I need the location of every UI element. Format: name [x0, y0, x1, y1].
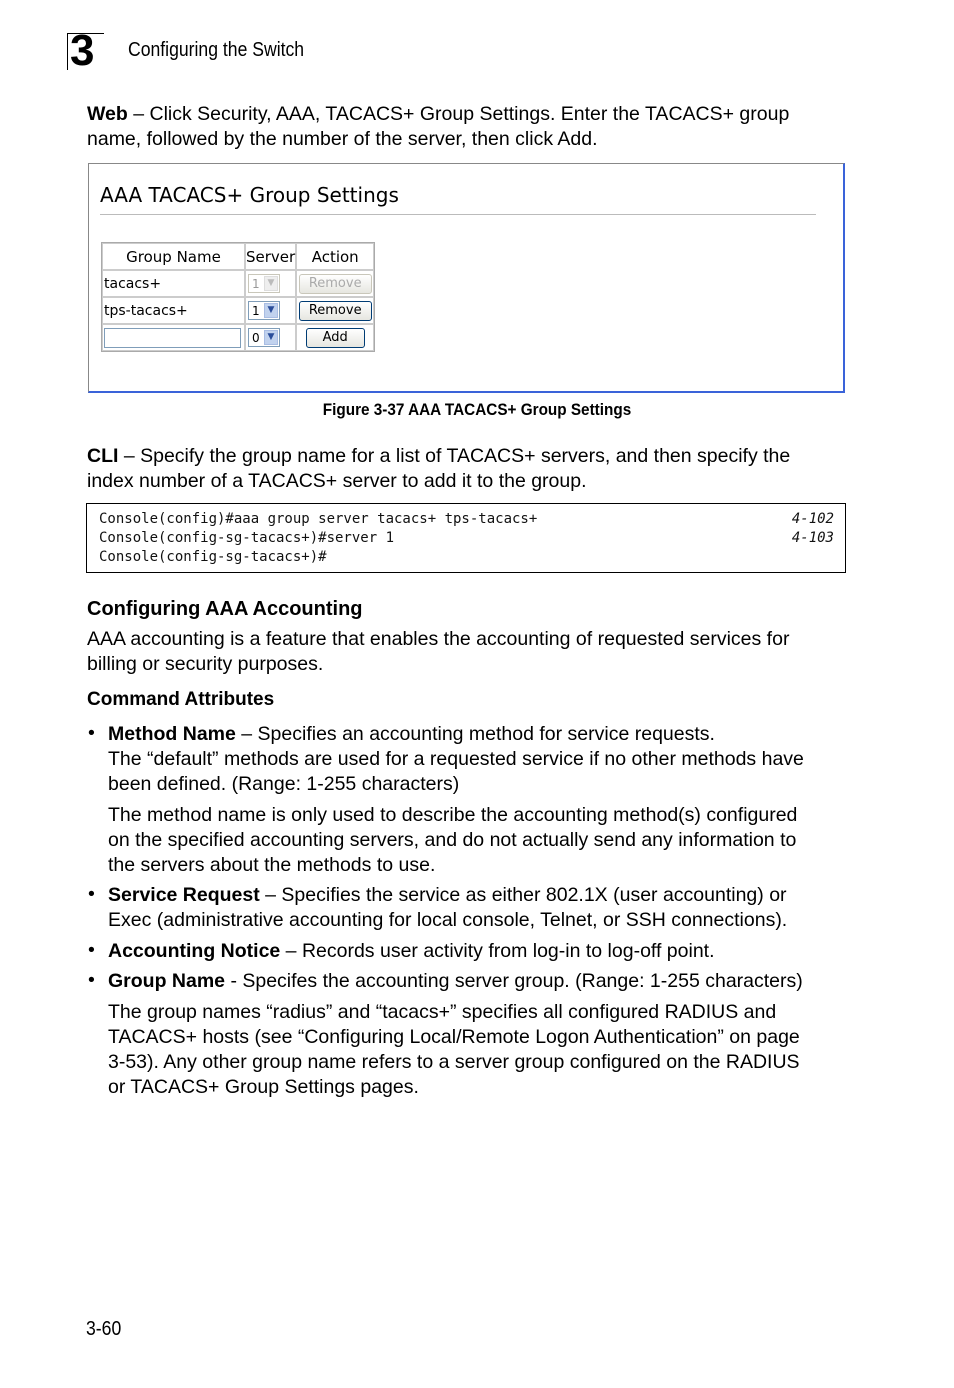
- list-item-method-name: [108, 722, 878, 878]
- code-line: Console(config-sg-tacacs+)#server 1: [99, 530, 395, 546]
- code-page-ref: 4-103: [791, 530, 834, 546]
- bullet-icon: •: [88, 969, 95, 991]
- list-item-group-name: [108, 969, 878, 1100]
- group-note-2: TACACS+ hosts (see “Configuring Local/Remote Logon Authentication” on page: [108, 1026, 800, 1048]
- list-item-accounting-notice: [108, 939, 878, 964]
- page-number: 3-60: [86, 1318, 122, 1340]
- figure-page-title: AAA TACACS+ Group Settings: [100, 183, 399, 207]
- action-cell: [296, 270, 374, 297]
- cli-text-2: index number of a TACACS+ server to add it to the group.: [87, 470, 587, 492]
- term-accounting-notice: Accounting Notice: [108, 940, 281, 962]
- cli-code-block: [86, 503, 846, 573]
- server-cell: [245, 324, 296, 351]
- term-method-name: Method Name: [108, 723, 236, 745]
- running-header: Configuring the Switch: [128, 39, 305, 61]
- server-cell: [245, 297, 296, 324]
- action-cell: [296, 297, 374, 324]
- web-text-2: name, followed by the number of the server, then click Add.: [87, 128, 598, 150]
- add-button[interactable]: Add: [306, 328, 365, 348]
- cli-label: CLI: [87, 445, 119, 467]
- cli-text-1: – Specify the group name for a list of TACACS+ servers, and then specify the: [118, 445, 791, 467]
- chevron-down-icon[interactable]: ▼: [264, 303, 278, 318]
- server-value: 1: [252, 304, 260, 318]
- group-name-cell: tacacs+: [102, 270, 245, 297]
- figure-caption: Figure 3-37 AAA TACACS+ Group Settings: [322, 400, 632, 419]
- group-note-3: 3-53). Any other group name refers to a server group configured on the RADIUS: [108, 1051, 800, 1073]
- method-note-3: the servers about the methods to use.: [108, 854, 436, 876]
- chevron-down-icon: ▼: [264, 276, 278, 291]
- intro-line-1: AAA accounting is a feature that enables the accounting of requested services for: [87, 628, 790, 650]
- cli-paragraph: [87, 444, 877, 494]
- new-group-cell: [102, 324, 245, 351]
- remove-button-disabled: Remove: [299, 274, 372, 294]
- attributes-heading: Command Attributes: [87, 689, 275, 710]
- group-note-1: The group names “radius” and “tacacs+” specifies all configured RADIUS and: [108, 1001, 777, 1023]
- bullet-icon: •: [88, 939, 95, 961]
- group-desc: - Specifes the accounting server group. (Range: 1-255 characters): [225, 970, 803, 992]
- table-row-new: [102, 324, 374, 351]
- chevron-down-icon[interactable]: ▼: [264, 330, 278, 345]
- server-cell: [245, 270, 296, 297]
- notice-desc: – Records user activity from log-in to log-off point.: [280, 940, 715, 962]
- figure-screenshot: [88, 163, 845, 393]
- service-desc-2: Exec (administrative accounting for local console, Telnet, or SSH connections).: [108, 909, 788, 931]
- remove-button[interactable]: Remove: [299, 301, 372, 321]
- intro-line-2: billing or security purposes.: [87, 653, 324, 675]
- action-cell: [296, 324, 374, 351]
- group-settings-table: [101, 242, 375, 352]
- code-line: Console(config)#aaa group server tacacs+ tps-tacacs+: [99, 511, 538, 527]
- method-desc-2: The “default” methods are used for a requested service if no other methods have: [108, 748, 804, 770]
- term-service-request: Service Request: [108, 884, 260, 906]
- term-group-name: Group Name: [108, 970, 226, 992]
- code-page-ref: 4-102: [791, 511, 834, 527]
- server-value: 1: [252, 277, 260, 291]
- section-intro: [87, 627, 877, 677]
- server-select[interactable]: [248, 301, 280, 320]
- method-desc-3: been defined. (Range: 1-255 characters): [108, 773, 460, 795]
- service-desc-1: – Specifies the service as either 802.1X (user accounting) or: [259, 884, 787, 906]
- new-server-select[interactable]: [248, 328, 280, 347]
- code-line: Console(config-sg-tacacs+)#: [99, 549, 327, 565]
- table-row: [102, 297, 374, 324]
- col-server: Server: [245, 243, 296, 270]
- web-label: Web: [87, 103, 128, 125]
- table-header-row: [102, 243, 374, 270]
- web-paragraph: [87, 102, 877, 152]
- list-item-service-request: [108, 883, 878, 933]
- col-group-name: Group Name: [102, 243, 245, 270]
- section-heading: Configuring AAA Accounting: [87, 598, 363, 620]
- group-note-4: or TACACS+ Group Settings pages.: [108, 1076, 419, 1098]
- web-text-1: – Click Security, AAA, TACACS+ Group Settings. Enter the TACACS+ group: [127, 103, 790, 125]
- group-name-input[interactable]: [104, 328, 241, 348]
- server-select-disabled: [248, 274, 280, 293]
- bullet-icon: •: [88, 883, 95, 905]
- title-divider: [100, 214, 816, 215]
- method-note-2: on the specified accounting servers, and do not actually send any information to: [108, 829, 797, 851]
- col-action: Action: [296, 243, 374, 270]
- group-name-cell: tps-tacacs+: [102, 297, 245, 324]
- bullet-icon: •: [88, 722, 95, 744]
- method-desc-1: – Specifies an accounting method for service requests.: [235, 723, 715, 745]
- method-note-1: The method name is only used to describe the accounting method(s) configured: [108, 804, 798, 826]
- table-row: [102, 270, 374, 297]
- server-value: 0: [252, 331, 260, 345]
- chapter-number: 3: [70, 26, 94, 75]
